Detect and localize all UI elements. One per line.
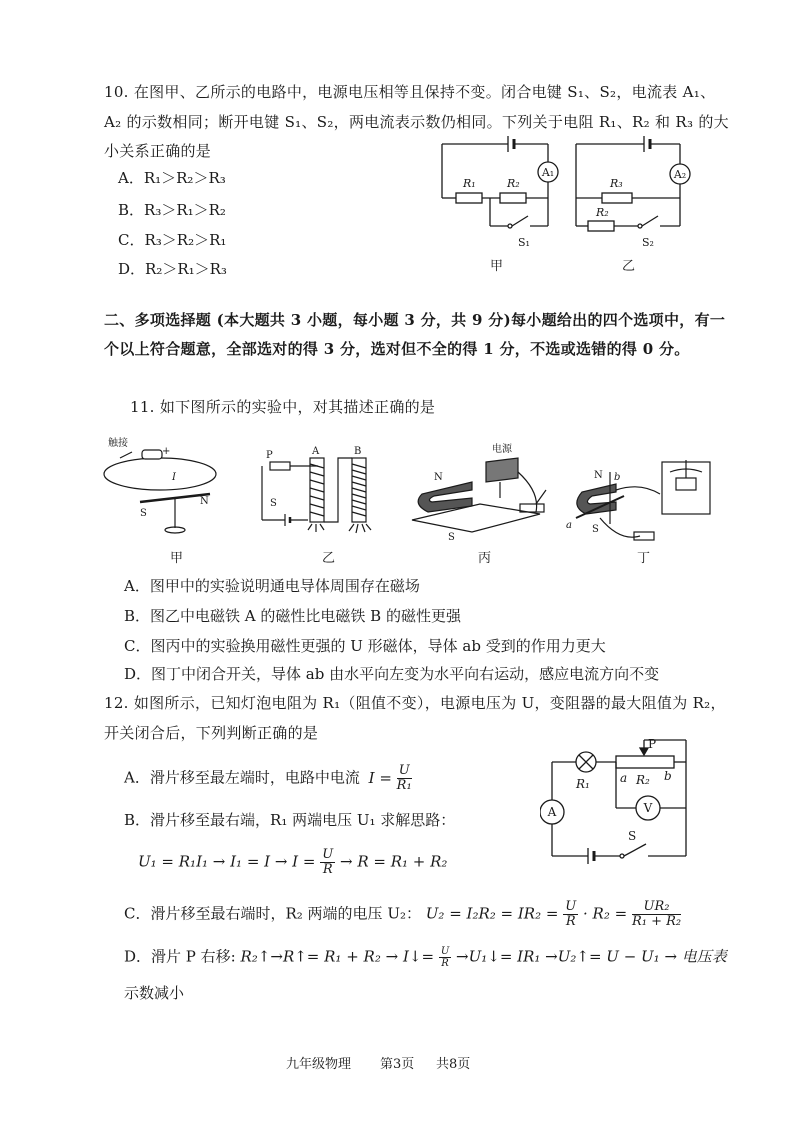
q12-d-fraction [439, 946, 451, 969]
q11-option-a: A．图甲中的实验说明通电导体周围存在磁场 [124, 577, 420, 595]
q12-option-b: B．滑片移至最右端，R₁ 两端电压 U₁ 求解思路： [124, 811, 456, 829]
q12-c-numerator1: U [565, 899, 577, 914]
q12-option-c-text: C．滑片移至最右端时，R₂ 两端的电压 U₂： [124, 904, 421, 923]
jia-current-label: I [172, 472, 176, 483]
jia-plus-label: + [162, 446, 171, 457]
yi-r2-label: R₂ [596, 206, 609, 219]
yi-r3-label: R₃ [610, 177, 623, 190]
q10-circuit-figures [430, 130, 710, 280]
q11-stem: 11. 如下图所示的实验中，对其描述正确的是 [130, 398, 436, 416]
section2-line1: 二、多项选择题 (本大题共 3 小题，每小题 3 分，共 9 分)每小题给出的四个选项中，有一 [104, 311, 726, 329]
q12-slider-p-label: P [648, 737, 657, 751]
q12-switch-label: S [628, 829, 637, 843]
circuit-yi [576, 136, 690, 231]
q12-a-numerator: U [397, 764, 412, 779]
yi-s-label: S [270, 498, 277, 509]
q12-option-a-fraction [397, 764, 412, 793]
q12-option-d-text: D．滑片 P 右移: [124, 947, 236, 966]
fig-ding-caption: 丁 [637, 551, 651, 566]
q12-c-fraction2 [632, 900, 681, 929]
yi-caption: 乙 [622, 259, 636, 274]
footer-page-number: 第3页 [380, 1057, 415, 1072]
q12-r2-label: R₂ [636, 773, 650, 787]
fig-yi-electromagnets [262, 458, 371, 533]
q12-stem-line1: 12. 如图所示，已知灯泡电阻为 R₁（阻值不变），电源电压为 U，变阻器的最大阻值为 R₂， [104, 694, 726, 712]
q12-d-formula-part2: →U₁↓= IR₁ →U₂↑= U − U₁ → 电压表 [456, 947, 727, 966]
q12-c-formula-part1: U₂ = I₂R₂ = IR₂ = [425, 904, 559, 923]
fig-jia-oersted [104, 450, 216, 533]
ding-a-label: a [566, 520, 572, 531]
q12-b-formula-part1: U₁ = R₁I₁ → I₁ = I → I = [138, 852, 316, 871]
bing-s-label: S [448, 532, 455, 543]
q12-option-a-formula: I = [368, 768, 392, 787]
ding-n-label: N [594, 470, 603, 481]
q12-d-formula-part1: R₂↑→R↑= R₁ + R₂ → I↓= [240, 947, 435, 966]
q12-c-formula-part2: · R₂ = [582, 904, 628, 923]
q12-voltmeter-label: V [643, 801, 653, 815]
q12-b-numerator: U [322, 847, 334, 862]
q12-r1-label: R₁ [576, 777, 590, 791]
ding-s-label: S [592, 524, 599, 535]
jia-r1-label: R₁ [463, 177, 476, 190]
q12-option-d-line2: 示数减小 [124, 984, 185, 1002]
q11-option-b: B．图乙中电磁铁 A 的磁性比电磁铁 B 的磁性更强 [124, 607, 461, 625]
bing-power-label: 电源 [492, 444, 512, 455]
q12-option-a [124, 764, 412, 793]
q12-d-numerator: U [440, 946, 450, 957]
jia-n-label: N [200, 496, 209, 507]
q12-option-c [124, 900, 681, 929]
q12-c-denominator1: R [565, 914, 576, 929]
jia-caption: 甲 [490, 259, 504, 274]
q10-option-c: C．R₃＞R₂＞R₁ [118, 231, 227, 249]
q12-stem-line2: 开关闭合后，下列判断正确的是 [104, 724, 319, 742]
footer-total-pages: 共8页 [436, 1057, 471, 1072]
fig-bing-caption: 丙 [478, 551, 492, 566]
q12-ammeter-label: A [547, 805, 557, 819]
q10-option-a: A．R₁＞R₂＞R₃ [118, 169, 226, 187]
fig-jia-caption: 甲 [170, 551, 184, 566]
q12-a-denominator: R₁ [396, 778, 412, 793]
q12-a-label: a [620, 771, 628, 785]
q10-option-d: D．R₂＞R₁＞R₃ [118, 260, 227, 278]
jia-s-label: S [140, 508, 147, 519]
jia-touch-label: 触接 [108, 438, 128, 449]
section2-line2: 个以上符合题意，全部选对的得 3 分，选对但不全的得 1 分，不选或选错的得 0 分。 [104, 340, 690, 358]
bing-n-label: N [434, 472, 443, 483]
yi-p-label: P [266, 450, 273, 461]
q12-c-denominator2: R₁ + R₂ [631, 914, 682, 929]
jia-r2-label: R₂ [507, 177, 520, 190]
q12-circuit-figure [540, 732, 700, 872]
q10-stem-line3: 小关系正确的是 [104, 142, 212, 160]
jia-switch-label: S₁ [518, 236, 530, 249]
yi-b-label: B [354, 446, 362, 457]
q11-option-c: C．图丙中的实验换用磁性更强的 U 形磁体，导体 ab 受到的作用力更大 [124, 637, 606, 655]
fig-yi-caption: 乙 [322, 551, 336, 566]
q12-c-fraction1 [563, 900, 578, 929]
q12-b-formula-part2: → R = R₁ + R₂ [339, 852, 448, 871]
q12-option-b-formula [138, 848, 447, 877]
footer-subject: 九年级物理 [286, 1057, 352, 1072]
circuit-jia [442, 136, 558, 228]
meter-a2-label: A₂ [673, 168, 687, 181]
jia-minus-label: − [140, 454, 149, 465]
q12-option-a-text: A．滑片移至最左端时，电路中电流 [124, 768, 360, 787]
yi-switch-label: S₂ [642, 236, 654, 249]
fig-bing-motor [412, 458, 546, 532]
q10-stem-line1: 10. 在图甲、乙所示的电路中，电源电压相等且保持不变。闭合电键 S₁、S₂，电流表 A₁、 [104, 83, 716, 101]
meter-a1-label: A₁ [541, 166, 555, 179]
q11-option-d: D．图丁中闭合开关，导体 ab 由水平向左变为水平向右运动，感应电流方向不变 [124, 665, 660, 683]
q12-option-d [124, 946, 727, 969]
q12-b-label: b [664, 769, 672, 783]
q12-b-denominator: R [322, 862, 333, 877]
yi-a-label: A [312, 446, 320, 457]
q10-option-b: B．R₃＞R₁＞R₂ [118, 201, 226, 219]
q12-d-denominator: R [441, 958, 449, 969]
ding-b-label: b [614, 472, 621, 483]
q10-stem-line2: A₂ 的示数相同；断开电键 S₁、S₂，两电流表示数仍相同。下列关于电阻 R₁、R₂ 和 R₃ 的大 [104, 113, 729, 131]
q12-c-numerator2: UR₂ [632, 900, 681, 915]
q12-b-fraction [320, 848, 335, 877]
q11-experiment-figures [100, 432, 720, 572]
